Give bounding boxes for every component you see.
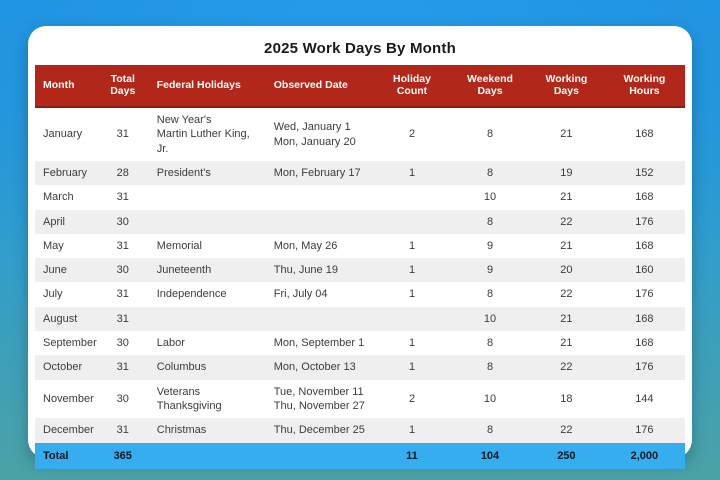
table-cell: 1 [408,337,416,350]
table-cell: Juneteenth [156,264,212,277]
table-cell: 144 [635,392,654,405]
table-cell: 8 [486,424,494,437]
table-cell: 152 [635,166,654,179]
table-cell: 176 [635,288,654,301]
table-cell: Independence [156,288,227,301]
table-row [35,282,685,306]
table-cell: 8 [486,288,494,301]
table-cell: December [43,424,94,437]
table-cell: 21 [560,239,573,252]
table-cell: 31 [116,312,129,325]
table-cell [149,185,266,209]
table-cell: 1 [408,361,416,374]
table-cell: 168 [635,337,654,350]
table-cell: 31 [116,361,129,374]
table-cell: 176 [635,361,654,374]
table-cell: 20 [560,264,573,277]
table-row [35,234,685,258]
table-cell [266,210,373,234]
table-row [35,258,685,282]
table-cell: 31 [116,239,129,252]
table-body [35,107,685,442]
table-cell: April [43,215,66,228]
table-cell: Wed, January 1 Mon, January 20 [273,121,356,148]
total-cell [266,443,373,469]
table-row [35,418,685,442]
table-cell [373,210,451,234]
total-cell [149,443,266,469]
total-cell: 2,000 [604,443,685,469]
table-cell: 2 [408,128,416,141]
column-header: Federal Holidays [149,65,266,107]
table-cell: September [43,337,97,350]
table-cell: May [43,239,64,252]
table-cell: President's [156,166,211,179]
total-cell: Total [35,443,97,469]
table-cell: 8 [486,337,494,350]
table-cell: 22 [560,215,573,228]
table-row [35,331,685,355]
table-cell: 1 [408,166,416,179]
table-cell: 176 [635,424,654,437]
table-cell [266,185,373,209]
table-row [35,185,685,209]
table-cell [373,307,451,331]
table-cell: 168 [635,312,654,325]
table-cell: 10 [483,191,497,204]
column-header: Month [35,65,97,107]
header-row [35,65,685,107]
table-cell: 1 [408,239,416,252]
table-cell: Memorial [156,239,202,252]
table-cell: 8 [486,128,494,141]
table-cell: Columbus [156,361,207,374]
table-cell: 160 [635,264,654,277]
table-cell [149,210,266,234]
table-cell: Tue, November 11 Thu, November 27 [273,385,365,412]
table-cell: 22 [560,288,573,301]
table-cell: July [43,288,63,301]
total-cell: 104 [451,443,529,469]
column-header: Total Days [97,65,149,107]
column-header: Working Hours [604,65,685,107]
table-cell: Mon, May 26 [273,239,338,252]
table-cell [266,307,373,331]
table-cell: New Year's Martin Luther King, Jr. [156,114,250,155]
table-cell: 2 [408,392,416,405]
table-row [35,380,685,419]
table-cell: March [43,191,74,204]
table-cell: 28 [116,166,129,179]
table-cell: 31 [116,128,129,141]
table-cell: August [43,312,78,325]
table-cell: 21 [560,191,573,204]
table-cell: 1 [408,264,416,277]
table-cell: 31 [116,424,129,437]
table-cell: Fri, July 04 [273,288,328,301]
table-cell: 8 [486,215,494,228]
total-cell: 250 [529,443,604,469]
table-cell: January [43,128,83,141]
total-cell: 11 [373,443,451,469]
table-cell: 30 [116,337,129,350]
table-cell: 30 [116,215,129,228]
table-row [35,161,685,185]
table-cell: Thu, June 19 [273,264,338,277]
table-cell [373,185,451,209]
table-cell: 10 [483,392,497,405]
workdays-table [35,65,685,469]
total-row [35,443,685,469]
table-cell: Mon, September 1 [273,337,365,350]
table-cell: 9 [486,239,494,252]
table-cell: 176 [635,215,654,228]
table-cell: 22 [560,424,573,437]
table-row [35,355,685,379]
page-title: 2025 Work Days By Month [264,40,456,57]
table-cell: 18 [560,392,573,405]
table-cell: Labor [156,337,185,350]
table-cell: 1 [408,424,416,437]
table-cell: 21 [560,337,573,350]
table-cell [149,307,266,331]
table-cell: 8 [486,361,494,374]
table-cell: Mon, October 13 [273,361,356,374]
column-header: Weekend Days [451,65,529,107]
table-cell: Mon, February 17 [273,166,361,179]
table-cell: February [43,166,88,179]
table-cell: June [43,264,67,277]
content-card [28,26,692,462]
column-header: Holiday Count [373,65,451,107]
table-row [35,210,685,234]
table-cell: 21 [560,312,573,325]
table-cell: 9 [486,264,494,277]
table-cell: 168 [635,128,654,141]
table-cell: November [43,392,94,405]
table-cell: 30 [116,392,129,405]
table-cell: 31 [116,191,129,204]
table-cell: 22 [560,361,573,374]
table-cell: Christmas [156,424,207,437]
table-cell: 10 [483,312,497,325]
table-cell: 8 [486,166,494,179]
table-cell: 31 [116,288,129,301]
column-header: Observed Date [266,65,373,107]
table-row [35,107,685,161]
table-cell: 30 [116,264,129,277]
table-cell: 21 [560,128,573,141]
total-cell: 365 [97,443,149,469]
table-cell: October [43,361,83,374]
table-cell: Veterans Thanksgiving [156,385,222,412]
table-cell: 1 [408,288,416,301]
table-cell: 19 [560,166,573,179]
column-header: Working Days [529,65,604,107]
table-row [35,307,685,331]
table-cell: 168 [635,191,654,204]
table-cell: 168 [635,239,654,252]
table-cell: Thu, December 25 [273,424,365,437]
